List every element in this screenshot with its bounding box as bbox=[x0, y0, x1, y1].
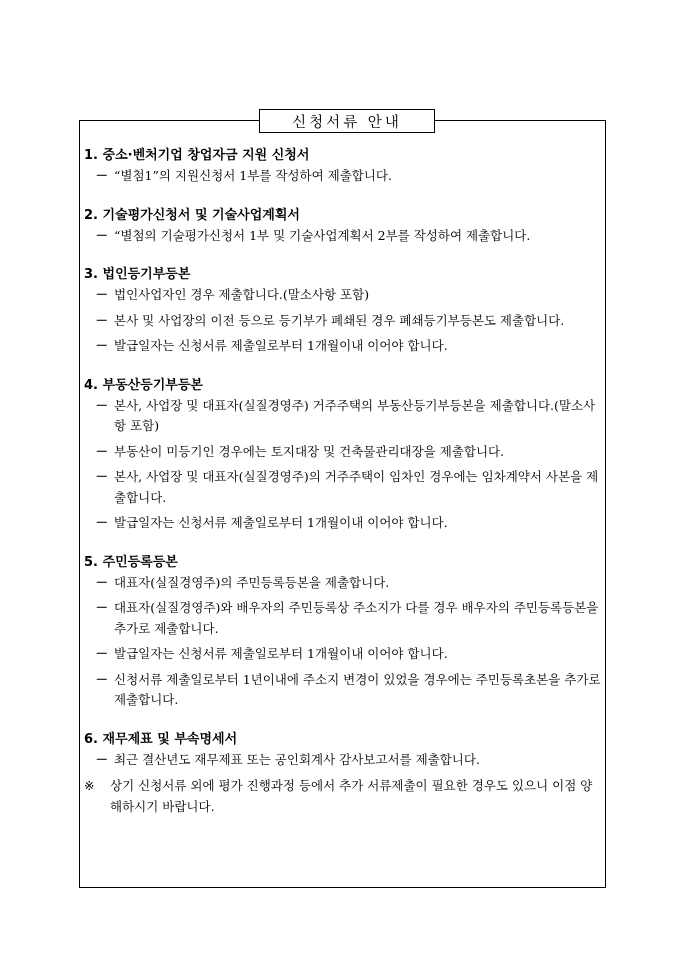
item-text: 부동산이 미등기인 경우에는 토지대장 및 건축물관리대장을 제출합니다. bbox=[114, 443, 505, 459]
list-item bbox=[84, 442, 604, 463]
bullet-dash: － bbox=[95, 671, 108, 687]
section bbox=[84, 265, 604, 374]
bullet-dash: － bbox=[95, 515, 108, 530]
section-gap bbox=[84, 539, 604, 551]
list-item bbox=[84, 644, 604, 665]
bullet-dash: － bbox=[95, 574, 108, 590]
item-text: 신청서류 제출일로부터 1년이내에 주소지 변경이 있었을 경우에는 주민등록초본을 추가로 제출합니다. bbox=[114, 671, 601, 707]
footnote bbox=[84, 776, 604, 817]
item-text: 본사, 사업장 및 대표자(실질경영주)의 거주주택이 임차인 경우에는 임차계약서 사본을 제출합니다. bbox=[114, 469, 599, 505]
item-text: 대표자(실질경영주)의 주민등록등본을 제출합니다. bbox=[114, 574, 390, 590]
bullet-dash: － bbox=[95, 338, 108, 353]
list-item bbox=[84, 513, 604, 534]
section-gap bbox=[84, 362, 604, 374]
item-text: 발급일자는 신청서류 제출일로부터 1개월이내 이어야 합니다. bbox=[114, 646, 448, 661]
bullet-dash: － bbox=[95, 443, 108, 459]
list-item bbox=[84, 226, 604, 247]
section-heading: 3. 법인등기부등본 bbox=[84, 267, 191, 282]
section-heading: 4. 부동산등기부등본 bbox=[84, 377, 203, 393]
bullet-dash: － bbox=[95, 227, 108, 243]
section bbox=[84, 206, 604, 264]
item-text: 본사 및 사업장의 이전 등으로 등기부가 폐쇄된 경우 폐쇄등기부등본도 제출합니다. bbox=[114, 312, 565, 328]
list-item bbox=[84, 311, 604, 332]
section-heading: 5. 주민등록등본 bbox=[84, 554, 178, 570]
section bbox=[84, 146, 604, 204]
item-text: 발급일자는 신청서류 제출일로부터 1개월이내 이어야 합니다. bbox=[114, 515, 448, 530]
section bbox=[84, 553, 604, 728]
content bbox=[84, 144, 604, 817]
item-text: “별첨의 기술평가신청서 1부 및 기술사업계획서 2부를 작성하여 제출합니다. bbox=[114, 227, 531, 243]
list-item bbox=[84, 467, 604, 508]
item-text: 법인사업자인 경우 제출합니다.(말소사항 포함) bbox=[114, 287, 370, 302]
note-text: 상기 신청서류 외에 평가 진행과정 등에서 추가 서류제출이 필요한 경우도 있으니 이점 양해하시기 바랍니다. bbox=[110, 778, 593, 814]
section-list bbox=[84, 146, 604, 770]
section-gap bbox=[84, 716, 604, 728]
bullet-dash: － bbox=[95, 168, 108, 183]
list-item bbox=[84, 598, 604, 639]
note-mark: ※ bbox=[84, 778, 95, 793]
section-heading: 6. 재무제표 및 부속명세서 bbox=[84, 731, 238, 747]
bullet-dash: － bbox=[95, 751, 108, 767]
bullet-dash: － bbox=[95, 646, 108, 661]
item-text: 발급일자는 신청서류 제출일로부터 1개월이내 이어야 합니다. bbox=[114, 338, 448, 353]
section-gap bbox=[84, 251, 604, 263]
section-heading: 2. 기술평가신청서 및 기술사업계획서 bbox=[84, 207, 300, 223]
item-text: 대표자(실질경영주)와 배우자의 주민등록상 주소지가 다를 경우 배우자의 주민등록등본을 추가로 제출합니다. bbox=[114, 600, 599, 636]
bullet-dash: － bbox=[95, 312, 108, 328]
page-title: 신청서류 안내 bbox=[259, 109, 435, 133]
bullet-dash: － bbox=[95, 600, 108, 615]
section-heading: 1. 중소·벤처기업 창업자금 지원 신청서 bbox=[84, 148, 310, 163]
list-item bbox=[84, 396, 604, 437]
bullet-dash: － bbox=[95, 397, 108, 413]
list-item bbox=[84, 336, 604, 357]
list-item bbox=[84, 285, 604, 306]
bullet-dash: － bbox=[95, 287, 108, 302]
list-item bbox=[84, 750, 604, 771]
item-text: 본사, 사업장 및 대표자(실질경영주) 거주주택의 부동산등기부등본을 제출합니다.(말소사항 포함) bbox=[114, 397, 596, 433]
item-text: “별첨1”의 지원신청서 1부를 작성하여 제출합니다. bbox=[114, 168, 392, 183]
list-item bbox=[84, 670, 604, 711]
section bbox=[84, 730, 604, 771]
bullet-dash: － bbox=[95, 469, 108, 484]
list-item bbox=[84, 166, 604, 187]
section bbox=[84, 376, 604, 551]
section-gap bbox=[84, 192, 604, 204]
list-item bbox=[84, 573, 604, 594]
item-text: 최근 결산년도 재무제표 또는 공인회계사 감사보고서를 제출합니다. bbox=[114, 751, 480, 767]
